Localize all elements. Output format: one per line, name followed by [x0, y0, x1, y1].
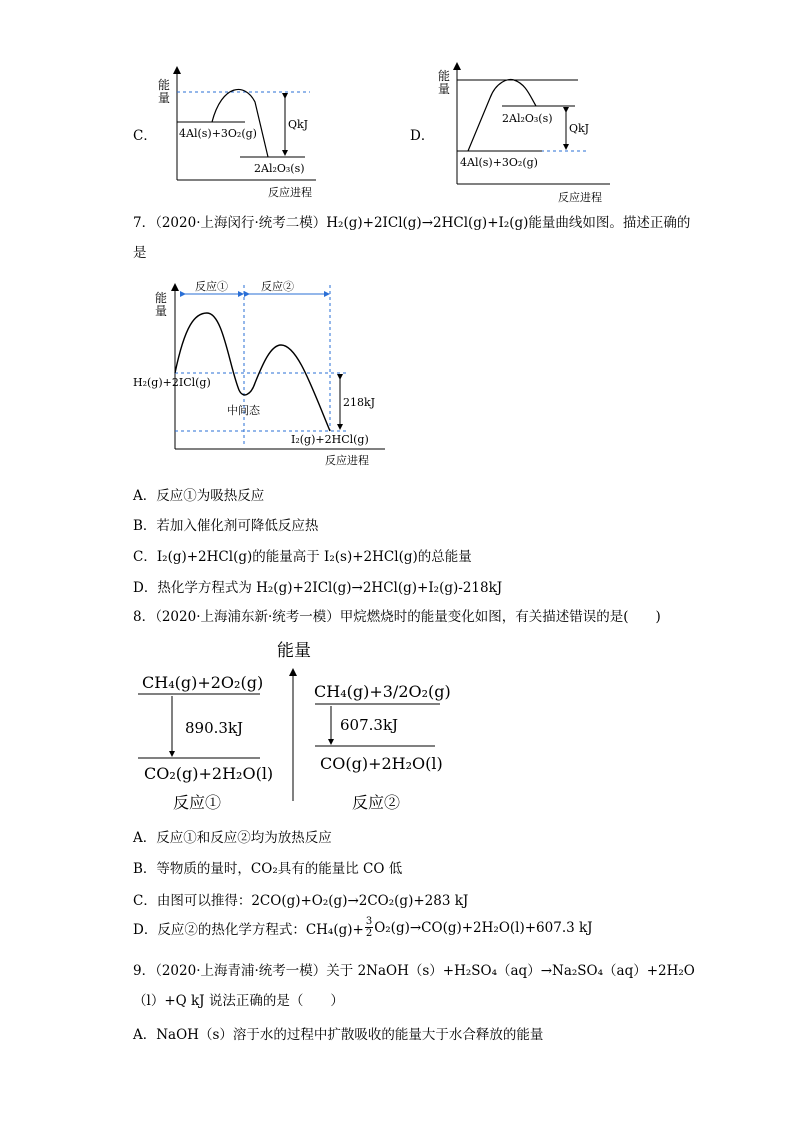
q-label: QkJ — [569, 122, 590, 135]
phase1-label: 反应① — [195, 280, 228, 293]
fraction — [365, 916, 373, 939]
reactant-label: 4Al(s)+3O₂(g) — [179, 127, 257, 140]
x-axis-label: 反应进程 — [558, 191, 602, 204]
q8-stem: 8．（2020·上海浦东新·统考一模）甲烷燃烧时的能量变化如图，有关描述错误的是( ) — [133, 609, 661, 625]
product-label: 2Al₂O₃(s) — [502, 112, 553, 125]
q6-option-d-letter: D． — [410, 128, 435, 144]
q7-option-d: D．热化学方程式为 H₂(g)+2ICl(g)→2HCl(g)+I₂(g)-218kJ — [133, 580, 503, 596]
product-label: I₂(g)+2HCl(g) — [291, 433, 369, 446]
q8-option-a: A．反应①和反应②均为放热反应 — [133, 830, 332, 846]
phase2-label: 反应② — [261, 280, 294, 293]
fraction-denominator: 2 — [365, 928, 373, 939]
q7-option-b: B．若加入催化剂可降低反应热 — [133, 518, 319, 534]
reactant-label: 4Al(s)+3O₂(g) — [460, 156, 538, 169]
q7-option-c: C．I₂(g)+2HCl(g)的能量高于 I₂(s)+2HCl(g)的总能量 — [133, 549, 472, 565]
r2-value: 607.3kJ — [340, 716, 399, 734]
energy-curve — [212, 89, 268, 157]
q6-option-c-letter: C． — [133, 128, 157, 144]
r2-top-label: CH₄(g)+3/2O₂(g) — [314, 682, 451, 701]
q9-stem-line1: 9．（2020·上海青浦·统考一模）关于 2NaOH（s）+H₂SO₄（aq）→Na₂SO₄（aq）+2H₂O — [133, 963, 695, 979]
intermediate-label: 中间态 — [227, 404, 260, 417]
y-axis-label-2: 量 — [158, 91, 171, 105]
q8-option-c: C．由图可以推得：2CO(g)+O₂(g)→2CO₂(g)+283 kJ — [133, 893, 469, 909]
q8-option-d — [133, 916, 593, 939]
y-axis-label-1: 能 — [155, 291, 168, 305]
product-label: 2Al₂O₃(s) — [254, 162, 305, 175]
fraction-numerator: 3 — [365, 916, 373, 927]
r2-name: 反应② — [352, 793, 401, 812]
q6-option-d-diagram — [430, 58, 615, 208]
y-axis-label-2: 量 — [438, 82, 451, 96]
q7-option-a: A．反应①为吸热反应 — [133, 488, 265, 504]
x-axis-label: 反应进程 — [268, 186, 312, 199]
energy-axis-label: 能量 — [277, 641, 311, 661]
q8-option-d-suffix: O₂(g)→CO(g)+2H₂O(l)+607.3 kJ — [374, 919, 593, 936]
r1-bottom-label: CO₂(g)+2H₂O(l) — [144, 764, 274, 783]
q7-energy-diagram — [133, 275, 393, 475]
energy-label: 218kJ — [343, 396, 376, 409]
q8-option-d-prefix: D．反应②的热化学方程式：CH₄(g)+ — [133, 921, 364, 938]
q7-stem-line1: 7．（2020·上海闵行·统考二模）H₂(g)+2ICl(g)→2HCl(g)+I₂(g)能量曲线如图。描述正确的 — [133, 215, 691, 231]
reactant-label: H₂(g)+2ICl(g) — [133, 376, 211, 389]
y-axis-label-2: 量 — [155, 304, 168, 318]
q8-option-b: B．等物质的量时，CO₂具有的能量比 CO 低 — [133, 861, 403, 877]
r2-bottom-label: CO(g)+2H₂O(l) — [320, 754, 443, 773]
y-axis-label-1: 能 — [438, 69, 451, 83]
x-axis-label: 反应进程 — [325, 454, 369, 467]
y-axis-label-1: 能 — [158, 78, 171, 92]
q9-option-a: A．NaOH（s）溶于水的过程中扩散吸收的能量大于水合释放的能量 — [133, 1027, 544, 1043]
q-label: QkJ — [288, 118, 309, 131]
q7-stem-line2: 是 — [133, 245, 147, 261]
r1-name: 反应① — [173, 793, 222, 812]
q8-energy-diagram — [135, 636, 455, 816]
q6-option-c-diagram — [150, 62, 320, 202]
r1-top-label: CH₄(g)+2O₂(g) — [142, 673, 264, 692]
q9-stem-line2: （l）+Q kJ 说法正确的是（ ） — [133, 993, 344, 1009]
r1-value: 890.3kJ — [185, 719, 244, 737]
